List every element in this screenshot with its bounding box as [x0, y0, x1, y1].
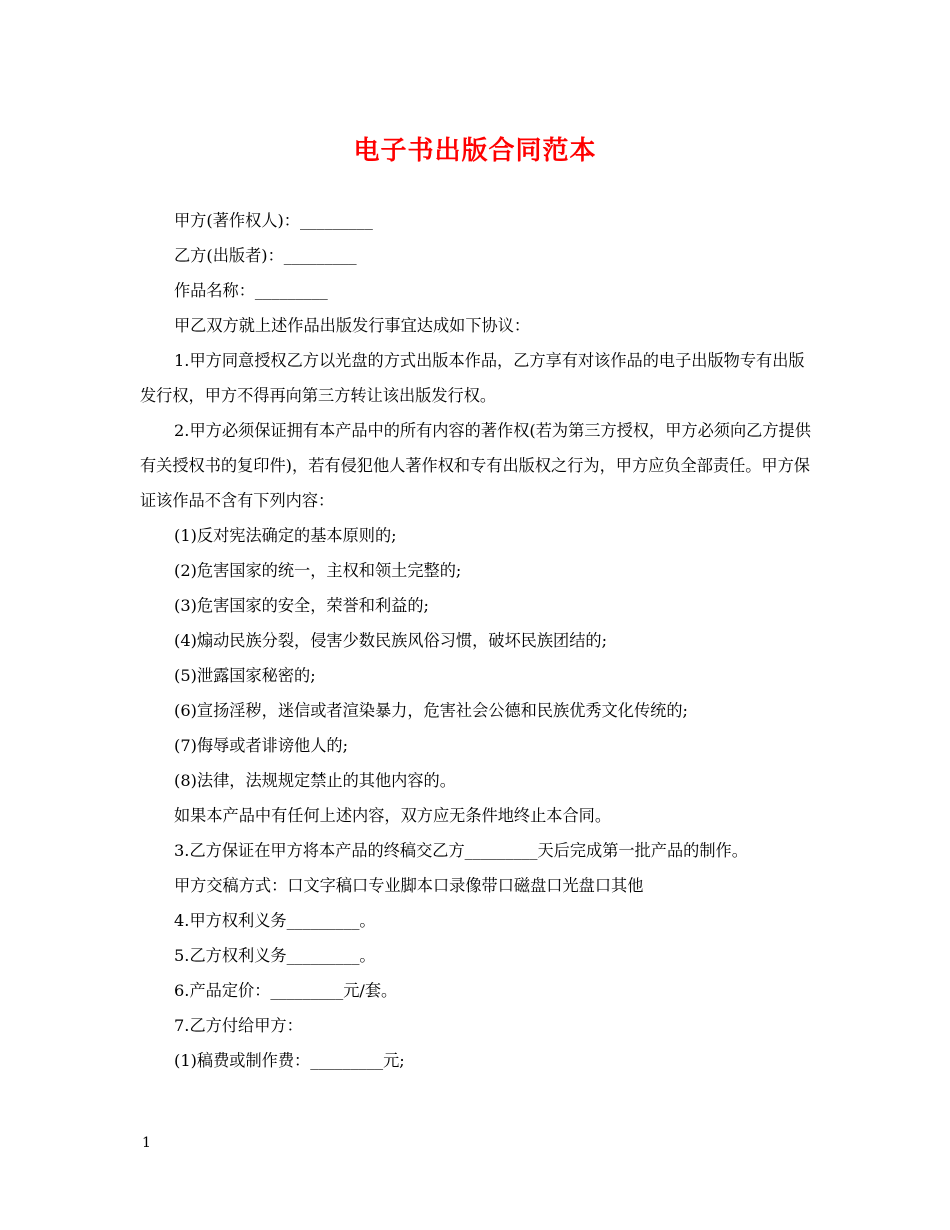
party-a-line: 甲方(著作权人)：_________	[174, 211, 373, 230]
prohibited-item-6: (6)宣扬淫秽，迷信或者渲染暴力，危害社会公德和民族优秀文化传统的;	[174, 701, 689, 720]
document-title: 电子书出版合同范本	[353, 136, 597, 166]
document-body	[140, 203, 812, 1078]
prohibited-item-7: (7)侮辱或者诽谤他人的;	[174, 736, 349, 755]
payment-item-1: (1)稿费或制作费：_________元;	[174, 1051, 405, 1070]
prohibited-item-2: (2)危害国家的统一，主权和领土完整的;	[174, 561, 462, 580]
clause-7: 7.乙方付给甲方：	[174, 1016, 303, 1035]
clause-3: 3.乙方保证在甲方将本产品的终稿交乙方_________天后完成第一批产品的制作。	[174, 841, 748, 860]
prohibited-item-8: (8)法律，法规规定禁止的其他内容的。	[174, 771, 456, 790]
party-b-line: 乙方(出版者)：_________	[174, 246, 357, 265]
work-title-line: 作品名称：_________	[174, 281, 328, 300]
agreement-intro: 甲乙双方就上述作品出版发行事宜达成如下协议：	[174, 316, 531, 335]
clause-1: 1.甲方同意授权乙方以光盘的方式出版本作品，乙方享有对该作品的电子出版物专有出版发行权，甲方不得再向第三方转让该出版发行权。	[140, 351, 805, 405]
prohibited-item-1: (1)反对宪法确定的基本原则的;	[174, 526, 397, 545]
page-number: 1	[142, 1135, 151, 1151]
prohibited-item-3: (3)危害国家的安全，荣誉和利益的;	[174, 596, 430, 615]
prohibited-item-5: (5)泄露国家秘密的;	[174, 666, 316, 685]
prohibited-item-4: (4)煽动民族分裂，侵害少数民族风俗习惯，破坏民族团结的;	[174, 631, 608, 650]
clause-2: 2.甲方必须保证拥有本产品中的所有内容的著作权(若为第三方授权，甲方必须向乙方提供有关授权书的复印件)，若有侵犯他人著作权和专有出版权之行为，甲方应负全部责任。甲方保证该作品不含有下列内容：	[140, 421, 811, 510]
submission-method: 甲方交稿方式：口文字稿口专业脚本口录像带口磁盘口光盘口其他	[174, 876, 644, 895]
clause-5: 5.乙方权利义务_________。	[174, 946, 376, 965]
termination-note: 如果本产品中有任何上述内容，双方应无条件地终止本合同。	[174, 806, 612, 825]
clause-6: 6.产品定价：_________元/套。	[174, 981, 398, 1000]
clause-4: 4.甲方权利义务_________。	[174, 911, 376, 930]
